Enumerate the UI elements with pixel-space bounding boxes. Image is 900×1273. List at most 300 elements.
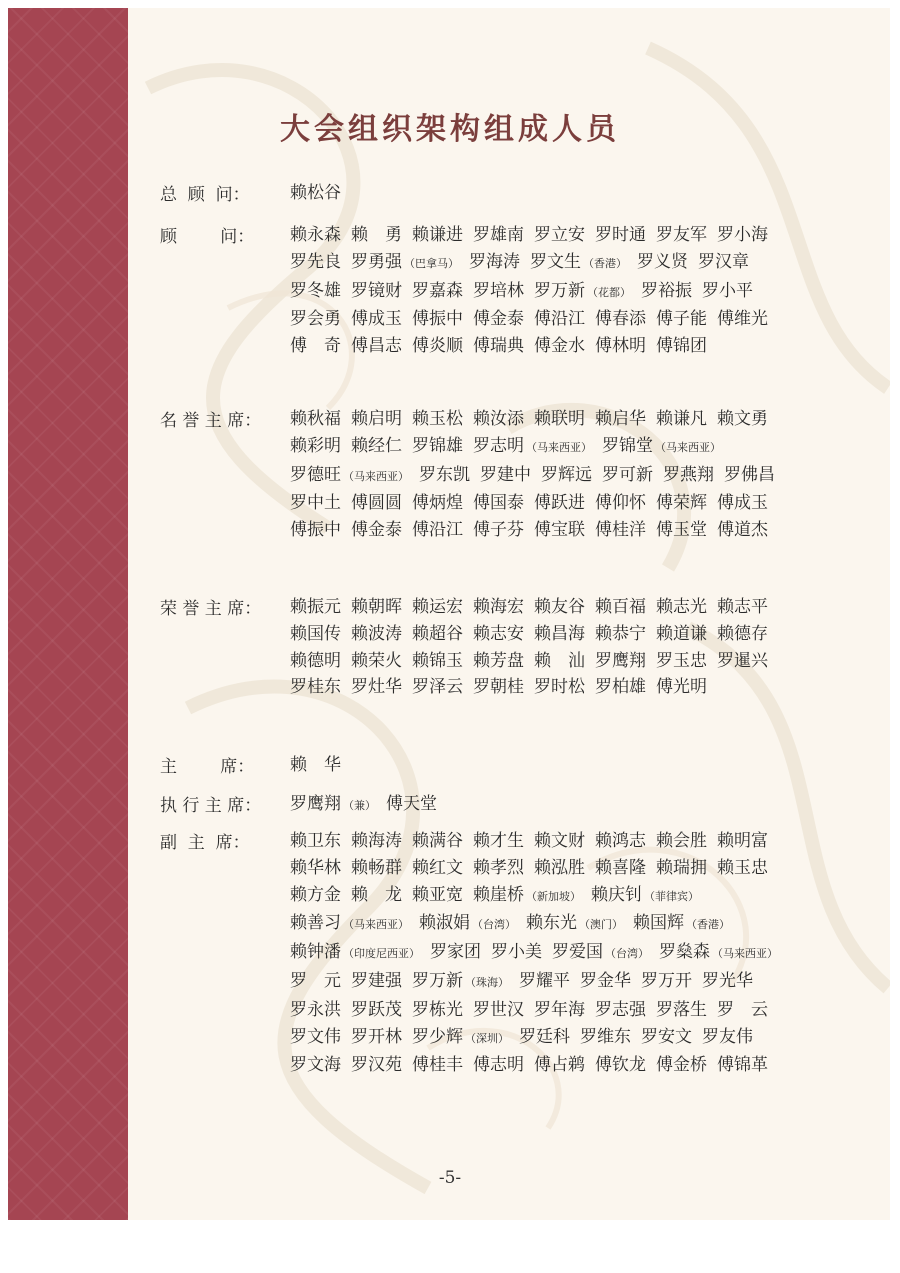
member-name [351,333,402,360]
member-name-text: 傅金桥 [656,1055,707,1076]
member-name [656,621,707,648]
member-name [473,674,524,701]
member-name-text: 赖文勇 [717,409,768,429]
member-name-text: 傅桂丰 [412,1055,463,1076]
member-name-text: 赖联明 [534,409,585,429]
member-name [412,968,509,997]
member-name-text: 傅金水 [534,336,585,357]
member-name-text: 傅振中 [290,520,341,541]
member-name-text: 赖玉忠 [717,857,768,878]
member-name-text: 罗开林 [351,1026,402,1047]
member-name-text: 罗雄南 [473,225,524,245]
member-name [656,648,707,675]
member-name [351,1052,402,1079]
member-name-text: 罗友军 [656,225,707,245]
member-name [290,517,341,544]
member-name-text: 罗泽云 [412,677,463,698]
member-name [519,1024,570,1051]
member-name-text: 赖波涛 [351,623,402,644]
member-name-text: 罗勇强 [351,251,402,272]
member-name [580,968,631,995]
member-name-text: 赖道谦 [656,623,707,644]
member-name [552,939,649,968]
member-name-text: 赖永森 [290,225,341,245]
member-name-text: 赖志安 [473,623,524,644]
member-name [290,278,341,305]
member-name-text: 赖喜隆 [595,857,646,878]
member-name-text: 傅锦团 [656,336,707,357]
member-name-text: 赖经仁 [351,435,402,456]
member-name-text: 傅子芬 [473,520,524,541]
member-name [641,1024,692,1051]
member-name [580,1024,631,1051]
member-name [656,1052,707,1079]
role-label: 名 誉 主 席： [160,411,262,431]
member-name [534,222,585,249]
member-name-text: 赖玉松 [412,409,463,429]
member-name [595,490,646,517]
member-name-text: 赖松谷 [290,183,341,203]
member-name-text: 罗小平 [702,280,753,301]
member-name [541,462,592,489]
member-name [656,674,707,701]
member-name-text: 罗锦堂 [602,435,653,456]
member-name-text: 赖 龙 [351,884,402,905]
member-name [534,594,585,621]
member-name-text: 罗光华 [702,970,753,991]
member-name-text: 罗义贤 [637,251,688,272]
member-name [412,674,463,701]
member-name [656,594,707,621]
member-name [290,249,341,276]
member-name-text: 赖淑娟 [419,913,470,934]
member-name-text: 赖鸿志 [595,831,646,851]
member-name-text: 罗小美 [491,942,542,963]
member-name-text: 罗辉远 [541,464,592,485]
member-name [473,882,581,911]
member-name-text: 赖瑞拥 [656,857,707,878]
member-name [534,306,585,333]
member-name-text: 罗先良 [290,251,341,272]
member-name [717,406,768,433]
member-name-text: 罗万新 [534,280,585,301]
page-number: -5- [438,1168,462,1188]
member-name [534,333,585,360]
role-label: 主 席： [160,757,255,777]
member-name [473,517,524,544]
member-name-text: 赖锦玉 [412,650,463,671]
member-name [656,333,707,360]
member-name [412,828,463,855]
member-name-text: 傅玉堂 [656,520,707,541]
member-name [595,406,646,433]
member-name-text: 赖海涛 [351,831,402,851]
member-name-text: 罗万新 [412,970,463,991]
member-name [290,594,341,621]
member-name [290,997,341,1024]
member-list [290,594,810,701]
member-name [480,462,531,489]
member-name [290,791,376,820]
member-name-text: 赖文财 [534,831,585,851]
member-name-text: 赖荣火 [351,650,402,671]
member-name [534,406,585,433]
member-region-note: （台湾） [472,918,516,932]
member-name-text: 罗永洪 [290,999,341,1020]
member-name-text: 罗建强 [351,970,402,991]
member-name [702,278,753,305]
member-name [656,406,707,433]
member-region-note: （马来西亚） [655,440,721,454]
member-region-note: （澳门） [579,918,623,932]
member-name-text: 赖朝晖 [351,597,402,617]
member-name [491,939,542,966]
member-name-text: 罗金华 [580,970,631,991]
member-name [663,462,714,489]
member-name [351,490,402,517]
member-name-text: 罗中土 [290,493,341,514]
member-name-text: 傅春添 [595,309,646,330]
member-name-text: 傅宝联 [534,520,585,541]
member-name [290,882,341,909]
member-name [351,1024,402,1051]
member-name-text: 罗东凯 [419,464,470,485]
member-name-text: 罗可新 [602,464,653,485]
member-name-text: 赖志光 [656,597,707,617]
member-name [717,648,768,675]
member-name [290,855,341,882]
member-name [595,222,646,249]
member-name [351,828,402,855]
member-region-note: （珠海） [465,975,509,989]
member-name-text: 赖钟潘 [290,942,341,963]
member-name [473,433,592,462]
member-name [717,828,768,855]
member-name-text: 罗灶华 [351,677,402,698]
member-name-text: 赖泓胜 [534,857,585,878]
member-name-text: 赖百福 [595,597,646,617]
member-name-text: 罗海涛 [469,251,520,272]
member-name [290,939,420,968]
member-name-text: 罗桂东 [290,677,341,698]
member-name [412,621,463,648]
member-name [595,306,646,333]
member-name [351,249,459,278]
member-name [473,828,524,855]
member-name-text: 赖超谷 [412,623,463,644]
member-name-text: 赖志平 [717,597,768,617]
member-name-text: 傅桂洋 [595,520,646,541]
member-name [290,433,341,460]
member-name-text: 罗文生 [530,251,581,272]
member-name [351,517,402,544]
member-name [656,997,707,1024]
member-name [717,306,768,333]
member-name-text: 罗冬雄 [290,280,341,301]
member-region-note: （深圳） [465,1031,509,1045]
member-name-text: 傅道杰 [717,520,768,541]
member-name [290,333,341,360]
member-name [351,997,402,1024]
member-name-text: 赖秋福 [290,409,341,429]
member-name [473,648,524,675]
member-name [290,621,341,648]
member-region-note: （马来西亚） [526,440,592,454]
member-region-note: （兼） [343,799,376,812]
member-region-note: （印度尼西亚） [343,947,420,961]
member-name-text: 赖东光 [526,913,577,934]
member-name [595,828,646,855]
member-name [534,674,585,701]
member-name-text: 傅志明 [473,1055,524,1076]
member-region-note: （新加坡） [526,889,581,903]
member-name-text: 赖汝添 [473,409,524,429]
member-name-text: 罗玉忠 [656,650,707,671]
member-name-text: 罗佛昌 [724,464,775,485]
member-name [351,621,402,648]
member-name-text: 赖畅群 [351,857,402,878]
member-name-text: 赖明富 [717,831,768,851]
member-name-text: 罗德旺 [290,464,341,485]
member-name-text: 赖庆钊 [591,884,642,905]
member-name [473,855,524,882]
member-name [290,462,409,491]
member-name-text: 傅 奇 [290,336,341,357]
member-name-text: 赖德明 [290,650,341,671]
member-list [290,828,810,1079]
member-name [656,490,707,517]
member-name-text: 赖启华 [595,409,646,429]
member-name [656,222,707,249]
member-name [351,222,402,249]
member-name [656,306,707,333]
member-name [473,997,524,1024]
member-name-text: 傅沿江 [534,309,585,330]
member-name [290,648,341,675]
member-name [717,855,768,882]
member-name [702,1024,753,1051]
member-name-text: 罗志强 [595,999,646,1020]
member-name-text: 罗 元 [290,970,341,991]
member-name-text: 罗时松 [534,677,585,698]
member-name [717,222,768,249]
member-name-text: 罗友伟 [702,1026,753,1047]
member-name-text: 罗鹰翔 [595,650,646,671]
member-name [290,406,341,433]
member-name-text: 罗安文 [641,1026,692,1047]
member-name [412,594,463,621]
member-name [469,249,520,276]
member-name [290,222,341,249]
member-name-text: 傅圆圆 [351,493,402,514]
member-name [290,1052,341,1079]
member-name [591,882,699,911]
member-name-text: 傅仰怀 [595,493,646,514]
member-name [724,462,775,489]
member-name [412,997,463,1024]
member-name [641,968,692,995]
member-name-text: 罗耀平 [519,970,570,991]
member-name-text: 傅林明 [595,336,646,357]
member-name [412,1024,509,1053]
member-name-text: 傅成玉 [717,493,768,514]
member-name [290,910,409,939]
member-name-text: 赖彩明 [290,435,341,456]
member-name [534,828,585,855]
member-name [290,306,341,333]
member-name-text: 罗跃茂 [351,999,402,1020]
member-name [290,1024,341,1051]
member-name [290,752,341,779]
member-name-text: 傅光明 [656,677,707,698]
member-name-text: 罗培林 [473,280,524,301]
member-name [595,333,646,360]
member-name-text: 傅沿江 [412,520,463,541]
member-name-text: 罗爱国 [552,942,603,963]
member-name [519,968,570,995]
member-name-text: 赖才生 [473,831,524,851]
member-name-text: 傅振中 [412,309,463,330]
member-name-text: 罗家团 [430,942,481,963]
member-name-text: 赖启明 [351,409,402,429]
member-name [351,648,402,675]
member-name-text: 赖德存 [717,623,768,644]
member-list [290,791,810,820]
member-name [534,1052,585,1079]
member-name [351,968,402,995]
member-name [534,997,585,1024]
member-name-text: 赖海宏 [473,597,524,617]
member-name-text: 罗志明 [473,435,524,456]
member-name-text: 赖 华 [290,755,341,775]
member-name [717,594,768,621]
member-name [412,333,463,360]
member-name [412,306,463,333]
member-name [595,648,646,675]
member-region-note: （马来西亚） [343,469,409,483]
member-name [412,433,463,460]
member-name-text: 赖满谷 [412,831,463,851]
member-region-note: （香港） [686,918,730,932]
member-name [412,490,463,517]
member-name [633,910,730,939]
member-name-text: 赖恭宁 [595,623,646,644]
member-name [637,249,688,276]
role-label: 荣 誉 主 席： [160,599,262,619]
member-name-text: 傅昌志 [351,336,402,357]
member-name-text: 罗汉苑 [351,1055,402,1076]
member-name [351,594,402,621]
member-name [698,249,749,276]
member-name [386,791,437,818]
member-name [412,406,463,433]
member-name-text: 罗 云 [717,999,768,1020]
member-name [473,222,524,249]
member-name-text: 傅子能 [656,309,707,330]
member-name [534,517,585,544]
member-name [534,278,631,307]
member-name [473,406,524,433]
member-name-text: 傅钦龙 [595,1055,646,1076]
member-name [717,997,768,1024]
member-name [530,249,627,278]
member-name-text: 罗时通 [595,225,646,245]
role-label: 副 主 席： [160,833,250,853]
member-name [595,855,646,882]
member-name-text: 罗会勇 [290,309,341,330]
member-name-text: 罗柏雄 [595,677,646,698]
member-name-text: 罗世汉 [473,999,524,1020]
member-name [641,278,692,305]
member-name [702,968,753,995]
member-name-text: 赖孝烈 [473,857,524,878]
member-name-text: 赖方金 [290,884,341,905]
member-name [656,828,707,855]
member-name-text: 赖振元 [290,597,341,617]
member-name-text: 赖谦进 [412,225,463,245]
member-name-text: 赖谦凡 [656,409,707,429]
member-name-text: 罗鹰翔 [290,794,341,814]
member-name-text: 赖会胜 [656,831,707,851]
member-name-text: 傅炎顺 [412,336,463,357]
member-name [351,882,402,909]
role-label: 执 行 主 席： [160,796,262,816]
member-name [290,828,341,855]
member-name [534,490,585,517]
member-name [717,621,768,648]
member-region-note: （马来西亚） [343,918,409,932]
member-name [473,490,524,517]
member-name-text: 赖华林 [290,857,341,878]
member-region-note: （台湾） [605,947,649,961]
member-name-text: 罗朝桂 [473,677,524,698]
member-name [595,674,646,701]
member-name-text: 罗栋光 [412,999,463,1020]
member-name-text: 傅锦革 [717,1055,768,1076]
member-name [595,621,646,648]
member-name-text: 罗裕振 [641,280,692,301]
page-title: 大会组织架构组成人员 [280,112,620,147]
member-region-note: （菲律宾） [644,889,699,903]
member-name [717,517,768,544]
member-name [290,968,341,995]
member-name-text: 赖善习 [290,913,341,934]
member-name [659,939,778,968]
member-name-text: 傅荣辉 [656,493,707,514]
decorative-band [8,8,128,1220]
member-name [412,1052,463,1079]
member-name [412,222,463,249]
member-name-text: 罗廷科 [519,1026,570,1047]
member-name [290,674,341,701]
member-name [473,594,524,621]
member-name-text: 赖卫东 [290,831,341,851]
member-name-text: 赖国传 [290,623,341,644]
member-name-text: 罗万开 [641,970,692,991]
member-name [717,490,768,517]
member-name [595,997,646,1024]
member-name [602,433,721,462]
member-name-text: 罗落生 [656,999,707,1020]
member-name-text: 赖昌海 [534,623,585,644]
member-name-text: 赖友谷 [534,597,585,617]
member-name [419,462,470,489]
member-name-text: 罗维东 [580,1026,631,1047]
member-name-text: 罗建中 [480,464,531,485]
member-list [290,222,810,360]
member-name-text: 罗年海 [534,999,585,1020]
member-name [534,648,585,675]
